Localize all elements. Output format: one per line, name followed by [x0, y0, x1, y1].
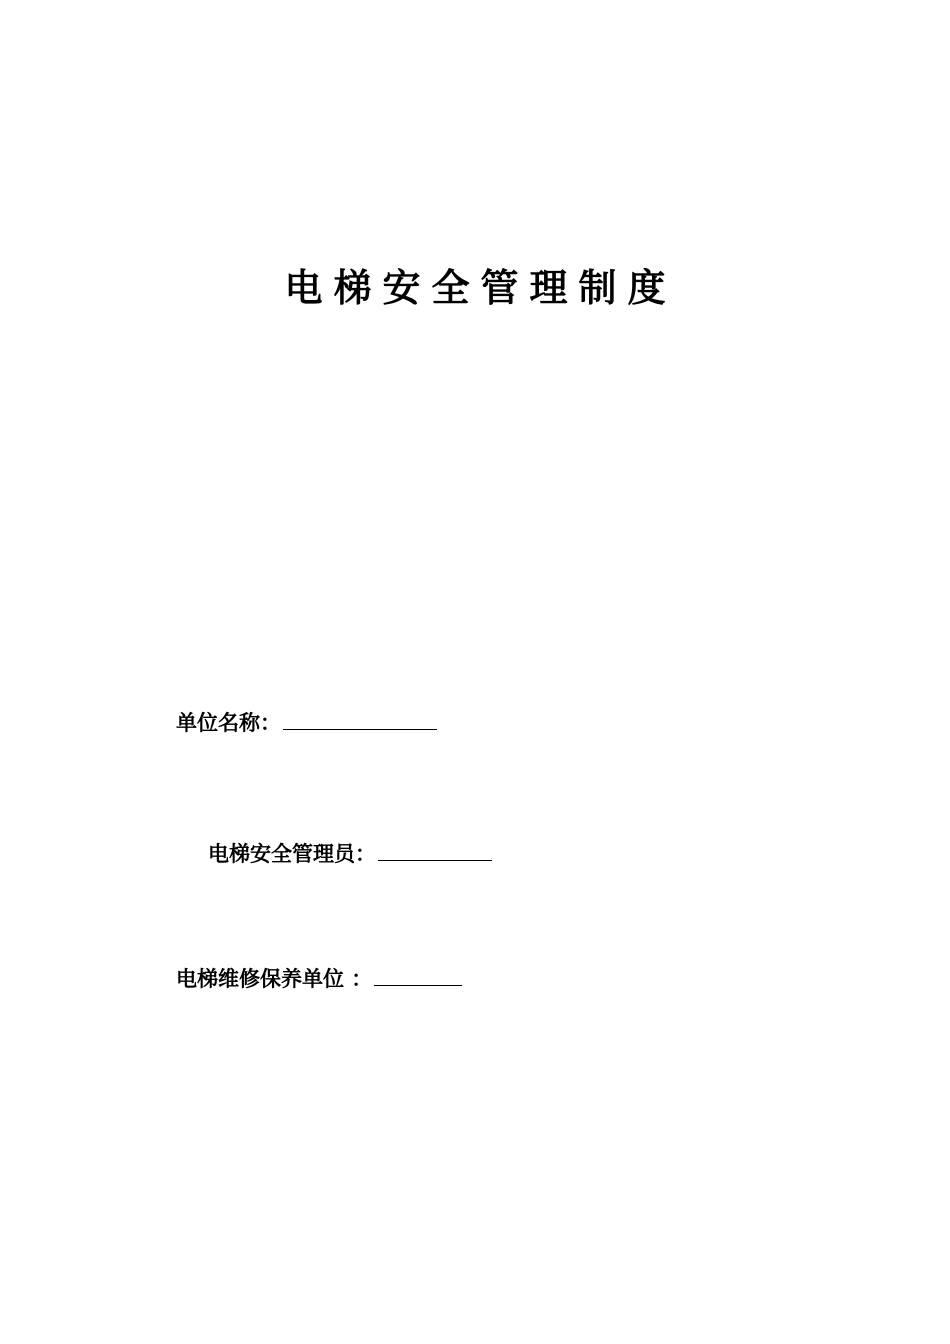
unit-name-blank[interactable]	[283, 707, 437, 730]
safety-manager-label: 电梯安全管理员：	[208, 842, 376, 866]
unit-name-label: 单位名称：	[176, 711, 281, 735]
unit-name-field	[176, 707, 437, 738]
maintenance-unit-field	[176, 963, 462, 994]
maintenance-unit-blank[interactable]	[374, 963, 462, 986]
page-title: 电梯安全管理制度	[284, 265, 677, 310]
maintenance-unit-label: 电梯维修保养单位 ：	[176, 967, 373, 991]
safety-manager-blank[interactable]	[378, 838, 492, 861]
safety-manager-field	[208, 838, 492, 869]
